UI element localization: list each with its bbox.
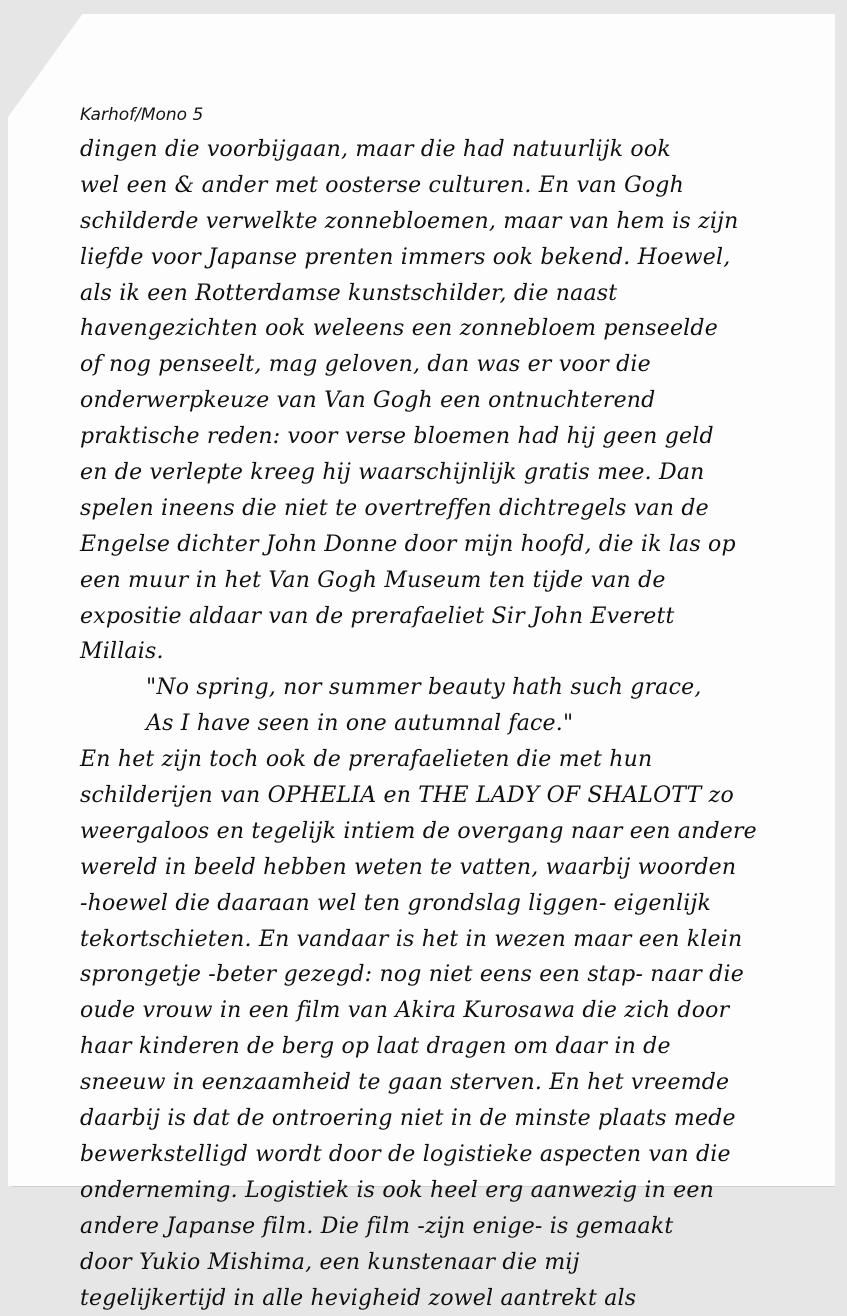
text-line: daarbij is dat de ontroering niet in de minste plaats mede [80, 1101, 780, 1137]
text-line: weergaloos en tegelijk intiem de overgang naar een andere [80, 814, 780, 850]
text-line: door Yukio Mishima, een kunstenaar die mij [80, 1245, 780, 1281]
text-line: Millais. [80, 634, 780, 670]
text-line: sneeuw in eenzaamheid te gaan sterven. En het vreemde [80, 1065, 780, 1101]
text-line: praktische reden: voor verse bloemen had hij geen geld [80, 419, 780, 455]
quote-line: "No spring, nor summer beauty hath such grace, [80, 670, 780, 706]
text-line: En het zijn toch ook de prerafaelieten die met hun [80, 742, 780, 778]
text-line: liefde voor Japanse prenten immers ook bekend. Hoewel, [80, 240, 780, 276]
text-line: wel een & ander met oosterse culturen. En van Gogh [80, 168, 780, 204]
text-line: en de verlepte kreeg hij waarschijnlijk gratis mee. Dan [80, 455, 780, 491]
text-line: spelen ineens die niet te overtreffen dichtregels van de [80, 491, 780, 527]
page-header: Karhof/Mono 5 [80, 98, 780, 132]
text-line: tegelijkertijd in alle hevigheid zowel aantrekt als [80, 1281, 780, 1316]
text-line: een muur in het Van Gogh Museum ten tijde van de [80, 563, 780, 599]
text-line: oude vrouw in een film van Akira Kurosawa die zich door [80, 993, 780, 1029]
text-line: -hoewel die daaraan wel ten grondslag liggen- eigenlijk [80, 886, 780, 922]
text-line: of nog penseelt, mag geloven, dan was er voor die [80, 347, 780, 383]
text-line: expositie aldaar van de prerafaeliet Sir John Everett [80, 599, 780, 635]
text-line: havengezichten ook weleens een zonnebloem penseelde [80, 311, 780, 347]
text-line: haar kinderen de berg op laat dragen om daar in de [80, 1029, 780, 1065]
text-line: schilderijen van OPHELIA en THE LADY OF SHALOTT zo [80, 778, 780, 814]
text-line: wereld in beeld hebben weten te vatten, waarbij woorden [80, 850, 780, 886]
text-line: dingen die voorbijgaan, maar die had natuurlijk ook [80, 132, 780, 168]
text-line: schilderde verwelkte zonnebloemen, maar van hem is zijn [80, 204, 780, 240]
text-line: onderwerpkeuze van Van Gogh een ontnuchterend [80, 383, 780, 419]
text-line: Engelse dichter John Donne door mijn hoofd, die ik las op [80, 527, 780, 563]
text-line: tekortschieten. En vandaar is het in wezen maar een klein [80, 922, 780, 958]
text-line: sprongetje -beter gezegd: nog niet eens een stap- naar die [80, 957, 780, 993]
manuscript-text [80, 98, 780, 1316]
quote-line: As I have seen in one autumnal face." [80, 706, 780, 742]
text-lines [80, 132, 780, 1316]
text-line: als ik een Rotterdamse kunstschilder, die naast [80, 276, 780, 312]
text-line: bewerkstelligd wordt door de logistieke aspecten van die [80, 1137, 780, 1173]
text-line: andere Japanse film. Die film -zijn enige- is gemaakt [80, 1209, 780, 1245]
text-line: onderneming. Logistiek is ook heel erg aanwezig in een [80, 1173, 780, 1209]
